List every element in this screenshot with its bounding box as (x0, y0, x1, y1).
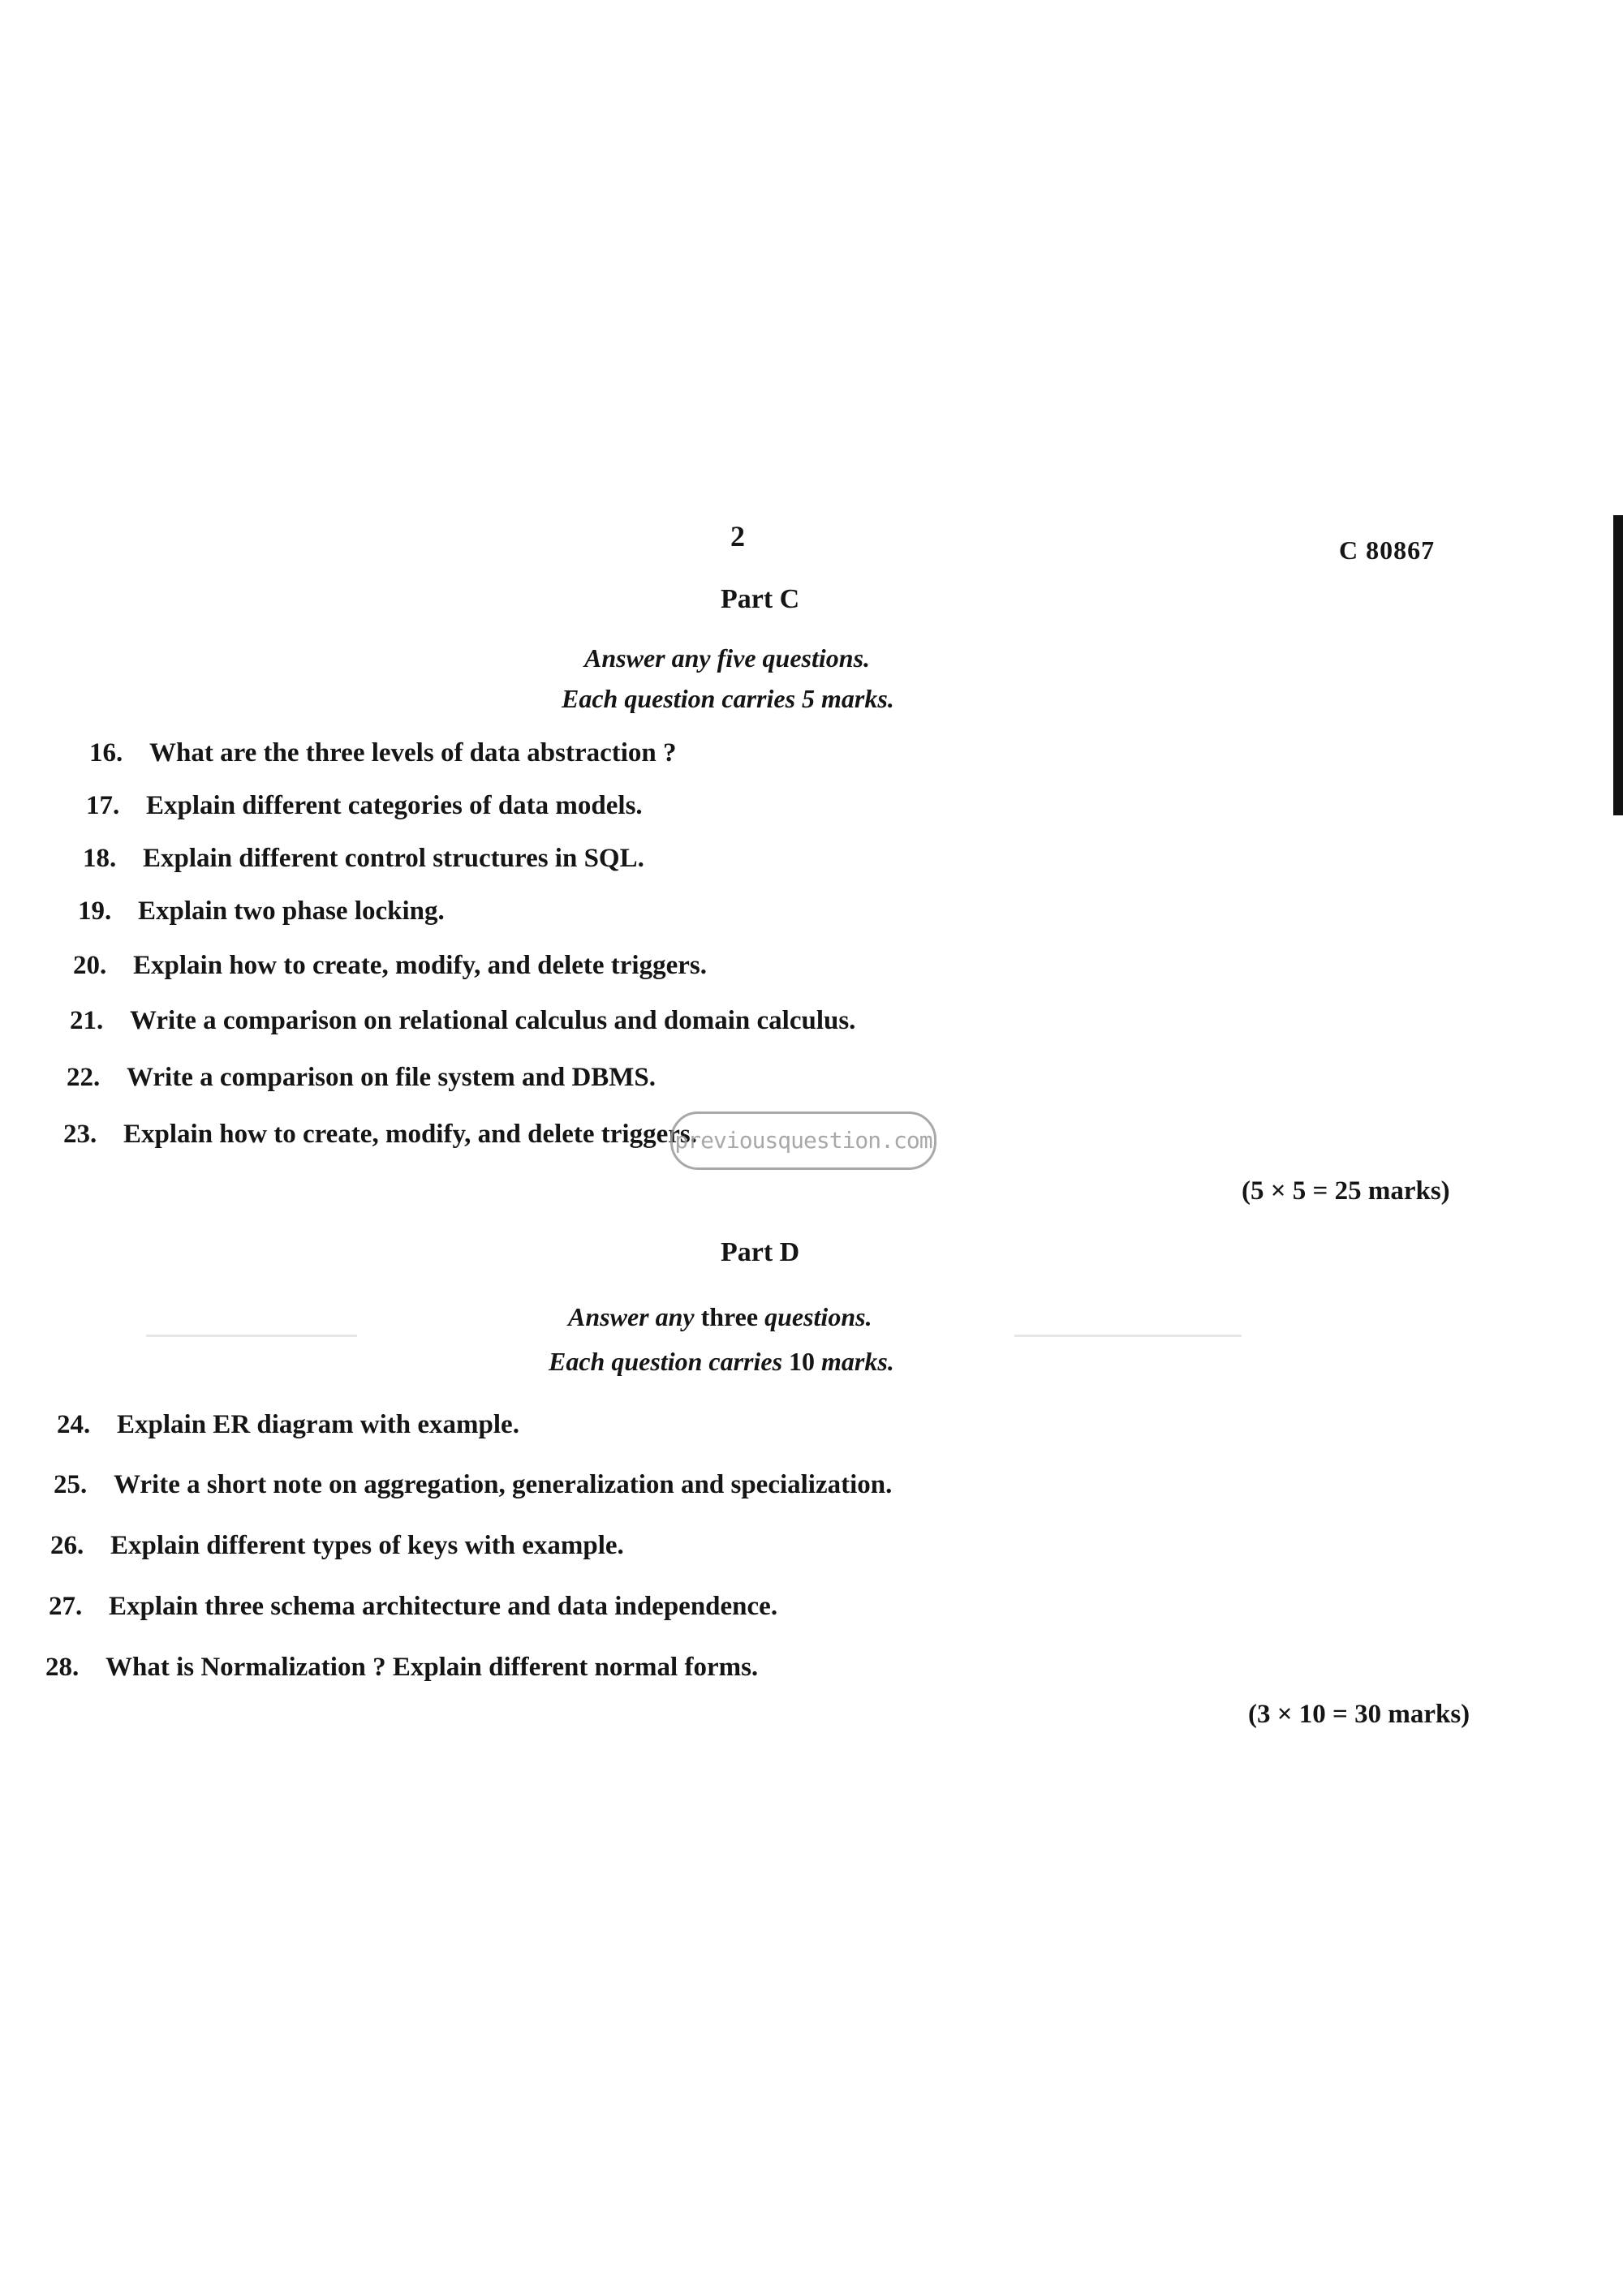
part-c-marks: (5 × 5 = 25 marks) (1242, 1176, 1450, 1206)
question-number: 25. (54, 1470, 88, 1499)
question-22 (67, 1063, 656, 1093)
question-16 (89, 738, 677, 768)
question-text: Explain ER diagram with example. (117, 1410, 519, 1439)
part-c-instruction-1: Answer any five questions. (584, 643, 871, 673)
paper-code: C 80867 (1339, 535, 1436, 565)
question-text: Explain three schema architecture and data independence. (109, 1592, 778, 1621)
part-d-title: Part D (721, 1237, 800, 1267)
instruction-emphasis: 10 (789, 1347, 816, 1376)
question-18 (83, 844, 644, 874)
scan-smudge (146, 1335, 357, 1337)
instruction-text: Each question carries (549, 1347, 790, 1376)
part-d-instruction-1 (568, 1302, 872, 1332)
watermark-stamp: previousquestion.com (670, 1111, 936, 1170)
instruction-emphasis: three (700, 1302, 759, 1331)
question-25 (54, 1470, 892, 1500)
question-text: Explain different types of keys with example. (110, 1531, 624, 1560)
question-text: Write a comparison on relational calculus and domain calculus. (130, 1006, 856, 1035)
question-17 (86, 791, 643, 821)
part-c-instruction-2: Each question carries 5 marks. (562, 684, 894, 713)
part-c-title: Part C (721, 584, 800, 614)
question-text: Explain two phase locking. (138, 896, 445, 926)
question-26 (50, 1531, 624, 1561)
question-text: Write a comparison on file system and DBMS. (127, 1063, 657, 1092)
question-number: 24. (57, 1410, 91, 1439)
question-number: 27. (49, 1592, 83, 1621)
scan-smudge (1014, 1335, 1242, 1337)
question-text: Write a short note on aggregation, generalization and specialization. (114, 1470, 893, 1499)
instruction-text: questions. (758, 1302, 872, 1331)
question-text: What is Normalization ? Explain different normal forms. (105, 1653, 759, 1682)
part-d-instruction-2 (549, 1347, 894, 1377)
question-number: 26. (50, 1531, 84, 1560)
question-number: 28. (45, 1653, 80, 1682)
instruction-text: Answer any (568, 1302, 701, 1331)
question-21 (70, 1006, 855, 1036)
question-19 (78, 896, 445, 927)
question-number: 17. (86, 791, 120, 820)
question-text: Explain how to create, modify, and delete triggers. (123, 1120, 697, 1149)
question-23 (63, 1120, 697, 1150)
question-24 (57, 1410, 519, 1440)
question-number: 18. (83, 844, 117, 873)
question-number: 19. (78, 896, 112, 926)
scan-edge-shadow (1613, 515, 1623, 815)
question-text: What are the three levels of data abstraction ? (149, 738, 677, 767)
question-number: 20. (73, 951, 107, 980)
question-text: Explain different categories of data models. (146, 791, 643, 820)
question-20 (73, 951, 707, 981)
question-28 (45, 1653, 758, 1683)
question-text: Explain different control structures in SQL. (143, 844, 644, 873)
question-number: 16. (89, 738, 123, 767)
question-text: Explain how to create, modify, and delete triggers. (133, 951, 707, 980)
part-d-marks: (3 × 10 = 30 marks) (1248, 1700, 1470, 1729)
question-number: 21. (70, 1006, 104, 1035)
instruction-text: marks. (815, 1347, 894, 1376)
question-number: 23. (63, 1120, 97, 1149)
question-27 (49, 1592, 777, 1622)
question-number: 22. (67, 1063, 101, 1092)
page-number: 2 (730, 520, 745, 553)
